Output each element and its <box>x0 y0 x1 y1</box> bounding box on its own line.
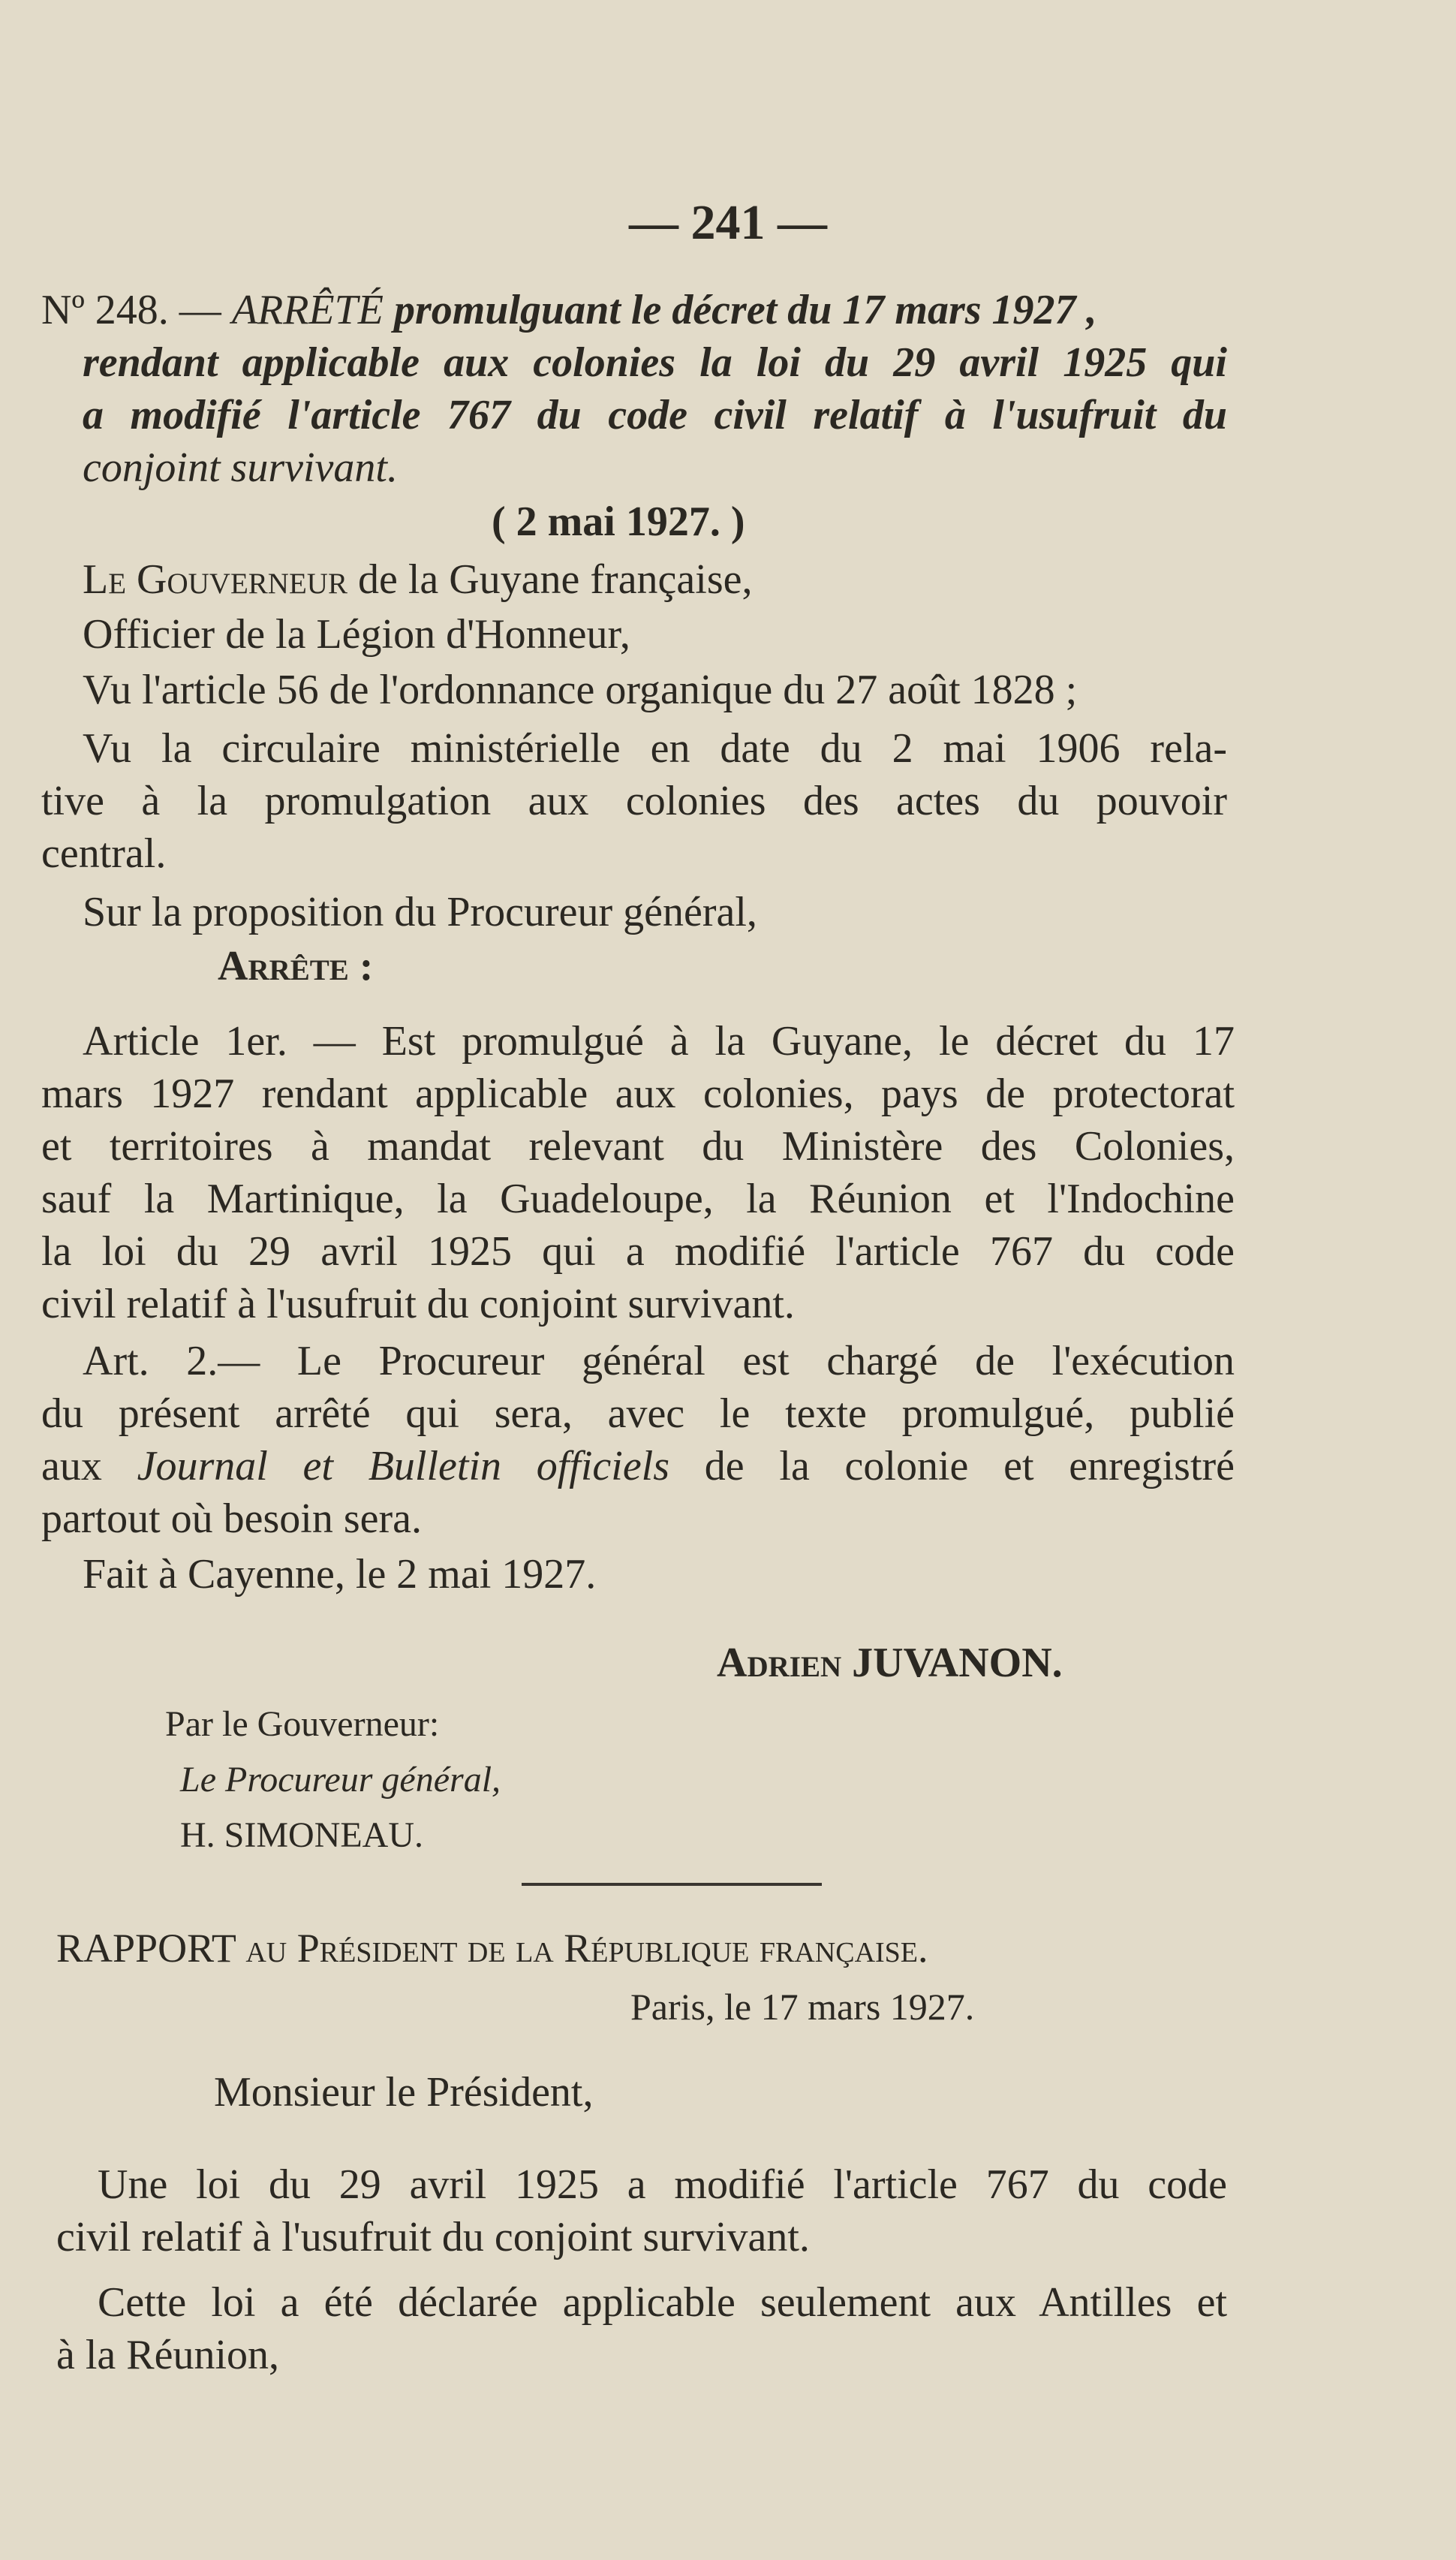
arrete-word: ARRÊTÉ <box>231 287 384 333</box>
article-1-line-2: mars 1927 rendant applicable aux colonies, pays de protectorat <box>41 1071 1235 1117</box>
article-1-line-4: sauf la Martinique, la Guadeloupe, la Réunion et l'Indochine <box>41 1176 1235 1222</box>
article-2-line-1: Art. 2.— Le Procureur général est chargé de l'exécution <box>83 1338 1235 1384</box>
signature-last-name: JUVANON. <box>852 1640 1063 1686</box>
arrete-title-line-1 <box>41 284 1097 336</box>
article-1-line-1: Article 1er. — Est promulgué à la Guyane, le décret du 17 <box>83 1018 1235 1065</box>
arrete-date: ( 2 mai 1927. ) <box>492 498 745 545</box>
rapport-heading: RAPPORT au Président de la République française. <box>56 1926 928 1971</box>
gouverneur-line <box>83 553 752 606</box>
arrete-label: Arrête : <box>218 943 374 989</box>
arrete-number: Nº 248. — <box>41 287 221 333</box>
rapport-para-2-line-1: Cette loi a été déclarée applicable seulement aux Antilles et <box>98 2279 1227 2326</box>
article-1-line-6: civil relatif à l'usufruit du conjoint survivant. <box>41 1281 795 1327</box>
rapport-para-1-line-2: civil relatif à l'usufruit du conjoint survivant. <box>56 2214 810 2260</box>
rapport-salutation: Monsieur le Président, <box>214 2069 594 2116</box>
officier-line: Officier de la Légion d'Honneur, <box>83 611 630 658</box>
signature-first-name: Adrien <box>717 1640 842 1686</box>
article-1-line-3: et territoires à mandat relevant du Ministère des Colonies, <box>41 1123 1235 1170</box>
article-1-line-5: la loi du 29 avril 1925 qui a modifié l'article 767 du code <box>41 1228 1235 1275</box>
gouverneur-title: Le Gouverneur <box>83 556 347 603</box>
article-2-journal: Journal et Bulletin officiels <box>137 1443 670 1489</box>
section-divider <box>522 1883 822 1886</box>
vu-circulaire-line-2: tive à la promulgation aux colonies des actes du pouvoir <box>41 778 1227 824</box>
gouverneur-rest: de la Guyane française, <box>357 556 753 603</box>
rapport-para-1-line-1: Une loi du 29 avril 1925 a modifié l'article 767 du code <box>98 2161 1227 2208</box>
article-2-colonie: de la colonie et enregistré <box>704 1443 1235 1489</box>
vu-circulaire-line-3: central. <box>41 830 167 877</box>
vu-circulaire-line-1: Vu la circulaire ministérielle en date du 2 mai 1906 rela- <box>83 725 1227 772</box>
article-2-line-4: partout où besoin sera. <box>41 1495 422 1542</box>
article-2-aux: aux <box>41 1443 102 1489</box>
arrete-title-line-4: conjoint survivant. <box>83 444 398 491</box>
arrete-title-start: promulguant le décret du 17 mars 1927 , <box>394 287 1097 333</box>
arrete-title-line-2: rendant applicable aux colonies la loi du 29 avril 1925 qui <box>83 339 1227 386</box>
procureur-name: H. SIMONEAU. <box>180 1815 423 1855</box>
arrete-title-line-3: a modifié l'article 767 du code civil relatif à l'usufruit du <box>83 392 1227 438</box>
procureur-title: Le Procureur général, <box>180 1760 501 1800</box>
page-number: — 241 — <box>629 195 827 250</box>
proposition-line: Sur la proposition du Procureur général, <box>83 889 757 935</box>
rapport-place-date: Paris, le 17 mars 1927. <box>630 1986 975 2028</box>
vu-article-line: Vu l'article 56 de l'ordonnance organique du 27 août 1828 ; <box>83 667 1078 713</box>
article-2-line-3 <box>41 1440 1235 1492</box>
article-2-line-2: du présent arrêté qui sera, avec le texte promulgué, publié <box>41 1390 1235 1437</box>
signature-line <box>717 1637 1063 1689</box>
rapport-para-2-line-2: à la Réunion, <box>56 2332 280 2378</box>
par-le-gouverneur: Par le Gouverneur: <box>165 1704 440 1744</box>
fait-line: Fait à Cayenne, le 2 mai 1927. <box>83 1551 597 1598</box>
